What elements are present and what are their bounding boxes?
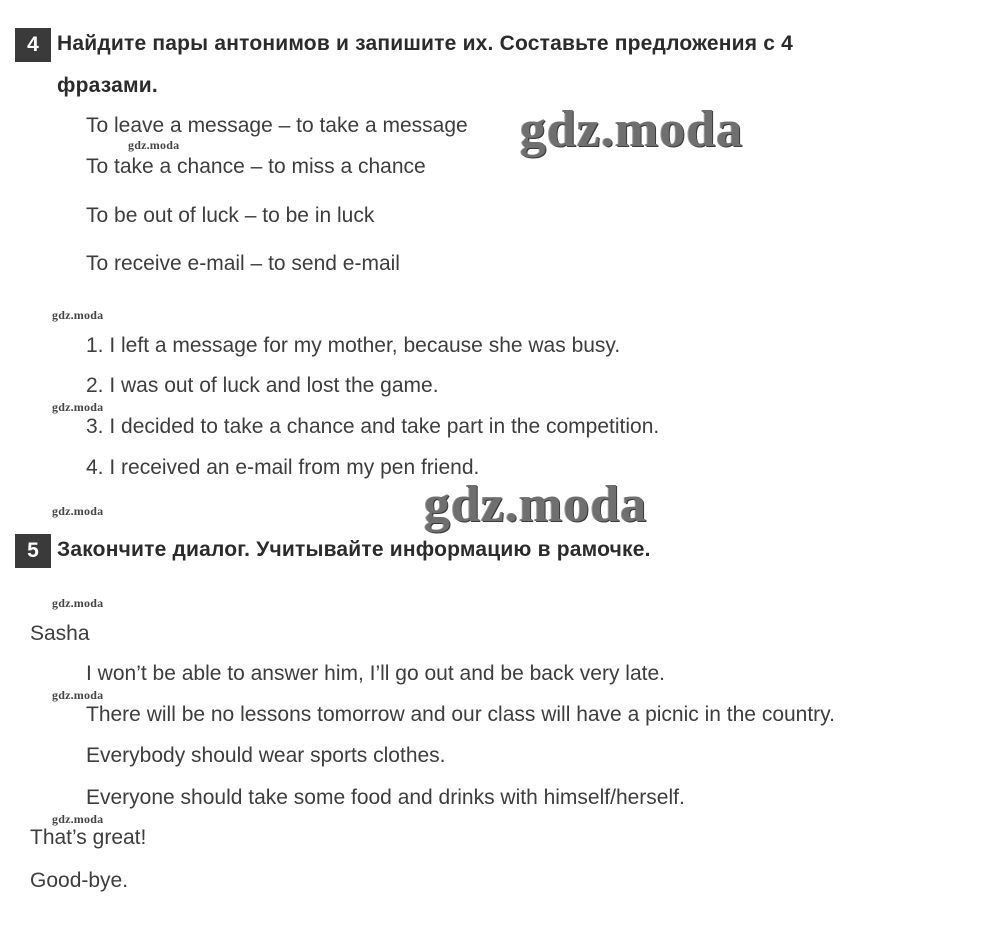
watermark-small-5: gdz.moda bbox=[52, 596, 104, 610]
dialogue-speaker: Sasha bbox=[30, 622, 90, 645]
dialogue-line-2: There will be no lessons tomorrow and our class will have a picnic in the country. bbox=[86, 703, 835, 726]
watermark-small-6: gdz.moda bbox=[52, 688, 104, 702]
dialogue-line-1: I won’t be able to answer him, I’ll go out and be back very late. bbox=[86, 662, 665, 685]
watermark-large-2: gdz.moda bbox=[424, 476, 648, 533]
example-sentence-4: 4. I received an e-mail from my pen friend. bbox=[86, 456, 480, 479]
watermark-small-1: gdz.moda bbox=[128, 138, 180, 152]
dialogue-line-3: Everybody should wear sports clothes. bbox=[86, 744, 446, 767]
dialogue-reply-1: That’s great! bbox=[30, 826, 147, 849]
task-5-title: Закончите диалог. Учитывайте информацию в рамочке. bbox=[57, 538, 651, 561]
dialogue-line-4: Everyone should take some food and drinks with himself/herself. bbox=[86, 786, 685, 809]
task-5-number-badge: 5 bbox=[15, 534, 51, 568]
dialogue-reply-2: Good-bye. bbox=[30, 869, 129, 892]
watermark-small-3: gdz.moda bbox=[52, 400, 104, 414]
task-4-title-continuation: фразами. bbox=[57, 74, 158, 97]
antonym-pair-3: To be out of luck – to be in luck bbox=[86, 204, 375, 227]
antonym-pair-4: To receive e-mail – to send e-mail bbox=[86, 252, 400, 275]
watermark-large-1: gdz.moda bbox=[520, 101, 744, 158]
antonym-pair-2: To take a chance – to miss a chance bbox=[86, 155, 426, 178]
example-sentence-1: 1. I left a message for my mother, because she was busy. bbox=[86, 334, 621, 357]
task-4-number-badge: 4 bbox=[15, 28, 51, 62]
watermark-small-7: gdz.moda bbox=[52, 812, 104, 826]
watermark-small-4: gdz.moda bbox=[52, 504, 104, 518]
task-4-title: Найдите пары антонимов и запишите их. Составьте предложения с 4 bbox=[57, 32, 794, 55]
example-sentence-2: 2. I was out of luck and lost the game. bbox=[86, 374, 439, 397]
example-sentence-3: 3. I decided to take a chance and take part in the competition. bbox=[86, 415, 660, 438]
antonym-pair-1: To leave a message – to take a message bbox=[86, 114, 468, 137]
watermark-small-2: gdz.moda bbox=[52, 308, 104, 322]
